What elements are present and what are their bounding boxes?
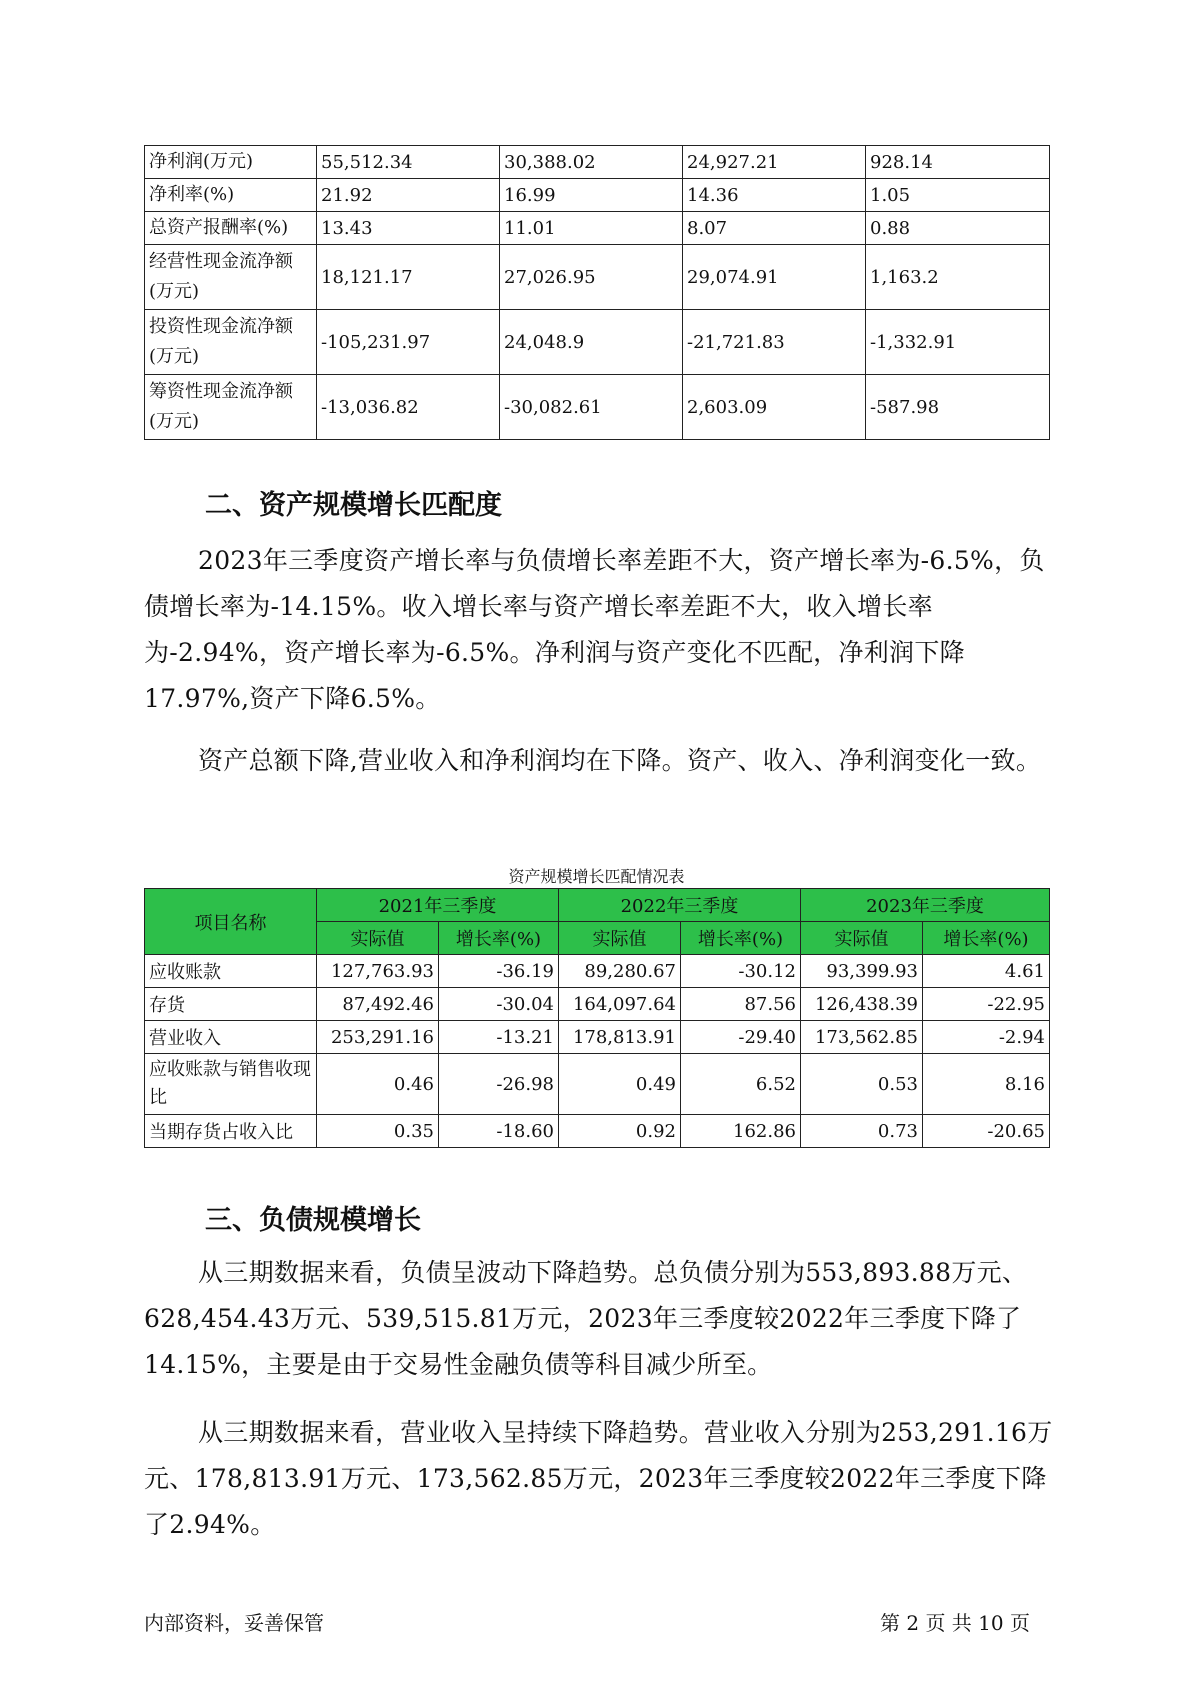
row-label: 存货 — [145, 988, 317, 1021]
table-cell: 1,163.2 — [866, 245, 1050, 310]
column-header: 项目名称 — [145, 889, 317, 955]
column-header: 2022年三季度 — [559, 889, 801, 922]
table-cell: 173,562.85 — [801, 1021, 923, 1054]
paragraph: 从三期数据来看，负债呈波动下降趋势。总负债分别为553,893.88万元、628,454.43万元、539,515.81万元，2023年三季度较2022年三季度下降了14.15%，主要是由于交易性金融负债等科目减少所至。 — [144, 1258, 1028, 1379]
column-header: 增长率(%) — [681, 922, 801, 955]
table-cell: 8.07 — [683, 212, 866, 245]
table-row — [145, 375, 1050, 440]
table-cell: -21,721.83 — [683, 310, 866, 375]
table-cell: 16.99 — [500, 179, 683, 212]
row-label: 总资产报酬率(%) — [145, 212, 317, 245]
table-cell: 2,603.09 — [683, 375, 866, 440]
financial-metrics-table — [144, 145, 1050, 440]
table-cell: -18.60 — [439, 1115, 559, 1148]
table-cell: -36.19 — [439, 955, 559, 988]
asset-growth-match-table — [144, 888, 1050, 1148]
table-cell: -30,082.61 — [500, 375, 683, 440]
row-label: 经营性现金流净额(万元) — [145, 245, 317, 310]
row-label: 净利润(万元) — [145, 146, 317, 179]
table-cell: 178,813.91 — [559, 1021, 681, 1054]
table-row — [145, 310, 1050, 375]
column-header: 实际值 — [801, 922, 923, 955]
table-row — [145, 245, 1050, 310]
table-cell: 87,492.46 — [317, 988, 439, 1021]
table-cell: 1.05 — [866, 179, 1050, 212]
table-cell: 0.53 — [801, 1054, 923, 1115]
column-header: 实际值 — [559, 922, 681, 955]
table-cell: 27,026.95 — [500, 245, 683, 310]
table-row — [145, 212, 1050, 245]
paragraph: 2023年三季度资产增长率与负债增长率差距不大，资产增长率为-6.5%，负债增长率为-14.15%。收入增长率与资产增长率差距不大，收入增长率为-2.94%，资产增长率为-6.5%。净利润与资产变化不匹配，净利润下降17.97%,资产下降6.5%。 — [144, 546, 1045, 713]
table-cell: 14.36 — [683, 179, 866, 212]
table-row — [145, 1115, 1050, 1148]
table-cell: 21.92 — [317, 179, 500, 212]
table-cell: 126,438.39 — [801, 988, 923, 1021]
table-cell: 253,291.16 — [317, 1021, 439, 1054]
table-row — [145, 146, 1050, 179]
table-cell: -1,332.91 — [866, 310, 1050, 375]
table-cell: 24,927.21 — [683, 146, 866, 179]
row-label: 投资性现金流净额(万元) — [145, 310, 317, 375]
table-cell: 0.49 — [559, 1054, 681, 1115]
table-cell: 8.16 — [923, 1054, 1050, 1115]
table-cell: 30,388.02 — [500, 146, 683, 179]
table-cell: -22.95 — [923, 988, 1050, 1021]
column-header: 增长率(%) — [923, 922, 1050, 955]
table-cell: 24,048.9 — [500, 310, 683, 375]
table-cell: -20.65 — [923, 1115, 1050, 1148]
row-label: 营业收入 — [145, 1021, 317, 1054]
table-cell: -2.94 — [923, 1021, 1050, 1054]
row-label: 当期存货占收入比 — [145, 1115, 317, 1148]
table-cell: -105,231.97 — [317, 310, 500, 375]
section-heading: 二、资产规模增长匹配度 — [205, 490, 502, 521]
table-cell: 87.56 — [681, 988, 801, 1021]
table-cell: -587.98 — [866, 375, 1050, 440]
table-cell: 162.86 — [681, 1115, 801, 1148]
table-cell: 0.92 — [559, 1115, 681, 1148]
paragraph: 从三期数据来看，营业收入呈持续下降趋势。营业收入分别为253,291.16万元、178,813.91万元、173,562.85万元，2023年三季度较2022年三季度下降了2.94%。 — [144, 1418, 1053, 1539]
table-cell: -26.98 — [439, 1054, 559, 1115]
table-cell: 89,280.67 — [559, 955, 681, 988]
table-cell: 0.46 — [317, 1054, 439, 1115]
table-cell: 4.61 — [923, 955, 1050, 988]
row-label: 应收账款 — [145, 955, 317, 988]
table-cell: 928.14 — [866, 146, 1050, 179]
row-label: 筹资性现金流净额(万元) — [145, 375, 317, 440]
footer-confidential-note: 内部资料，妥善保管 — [144, 1611, 324, 1635]
table-row — [145, 1054, 1050, 1115]
table-cell: -30.12 — [681, 955, 801, 988]
table-cell: 13.43 — [317, 212, 500, 245]
table-cell: 18,121.17 — [317, 245, 500, 310]
table-cell: 0.73 — [801, 1115, 923, 1148]
column-header: 2023年三季度 — [801, 889, 1050, 922]
table-cell: 55,512.34 — [317, 146, 500, 179]
table-cell: 127,763.93 — [317, 955, 439, 988]
table-cell: -13.21 — [439, 1021, 559, 1054]
paragraph: 资产总额下降,营业收入和净利润均在下降。资产、收入、净利润变化一致。 — [198, 746, 1042, 775]
row-label: 净利率(%) — [145, 179, 317, 212]
table-row — [145, 179, 1050, 212]
column-header: 2021年三季度 — [317, 889, 559, 922]
section-heading: 三、负债规模增长 — [205, 1205, 421, 1236]
table-cell: -29.40 — [681, 1021, 801, 1054]
column-header: 实际值 — [317, 922, 439, 955]
table-cell: 0.35 — [317, 1115, 439, 1148]
table-header-row — [145, 889, 1050, 922]
column-header: 增长率(%) — [439, 922, 559, 955]
table-cell: -30.04 — [439, 988, 559, 1021]
table-row — [145, 1021, 1050, 1054]
table-cell: 93,399.93 — [801, 955, 923, 988]
table-cell: 164,097.64 — [559, 988, 681, 1021]
row-label: 应收账款与销售收现比 — [145, 1054, 317, 1115]
table-cell: 0.88 — [866, 212, 1050, 245]
table-cell: 11.01 — [500, 212, 683, 245]
table-cell: 29,074.91 — [683, 245, 866, 310]
table-row — [145, 955, 1050, 988]
table-cell: 6.52 — [681, 1054, 801, 1115]
table-cell: -13,036.82 — [317, 375, 500, 440]
page-number: 第 2 页 共 10 页 — [880, 1611, 1030, 1635]
table-caption: 资产规模增长匹配情况表 — [508, 867, 685, 886]
table-row — [145, 988, 1050, 1021]
